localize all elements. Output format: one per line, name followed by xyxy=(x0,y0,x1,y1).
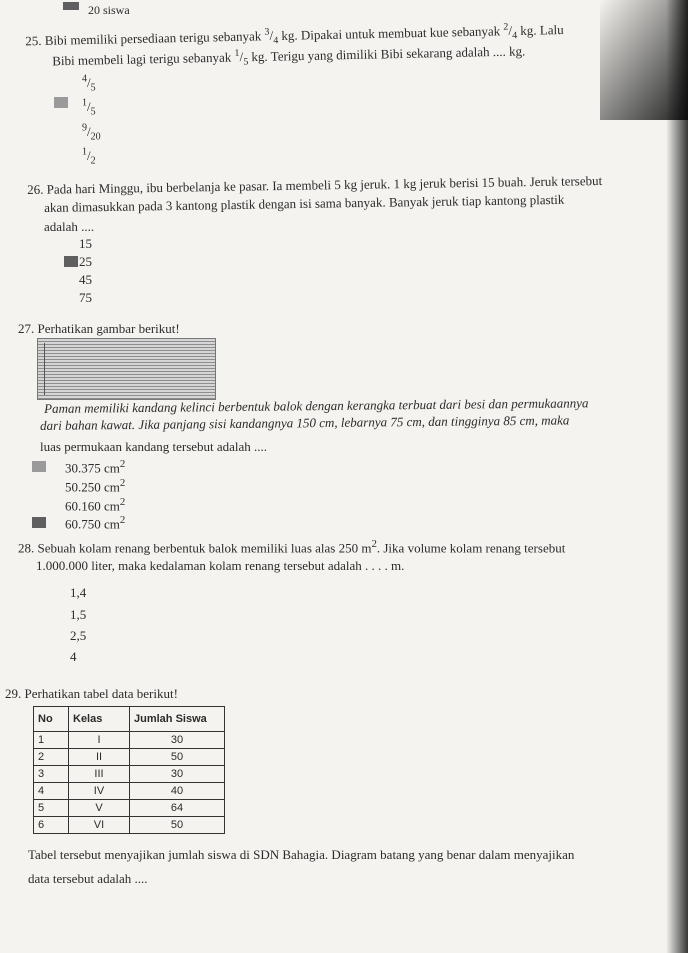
q25-option-b-marker xyxy=(54,97,68,108)
q28-line2: 1.000.000 liter, maka kedalaman kolam renang tersebut adalah . . . . m. xyxy=(36,558,405,573)
table-header-jumlah: Jumlah Siswa xyxy=(130,707,225,732)
q26-option-a[interactable]: 15 xyxy=(79,236,92,251)
q27-option-d[interactable]: 60.750 $cm^2$ xyxy=(65,514,126,532)
q28-option-b[interactable]: 1,5 xyxy=(70,607,87,622)
table-row: 2 II 50 xyxy=(34,749,225,766)
q27-option-a-marker xyxy=(32,461,46,472)
q26-option-b[interactable]: 25 xyxy=(79,254,92,269)
q27-option-d-marker xyxy=(32,517,46,528)
q26-option-d[interactable]: 75 xyxy=(79,290,92,305)
q26-line3: adalah .... xyxy=(44,219,95,234)
q27-line1: 27. Perhatikan gambar berikut! xyxy=(18,321,180,336)
q25-option-c[interactable]: $^9/_{20}$ xyxy=(82,123,101,143)
q27-option-b[interactable]: 50.250 $cm^2$ xyxy=(65,477,126,495)
q26-option-b-marker xyxy=(64,256,78,267)
table-row: 5 V 64 xyxy=(34,800,225,817)
q29-line2: Tabel tersebut menyajikan jumlah siswa di SDN Bahagia. Diagram batang yang benar dalam menyajikan xyxy=(28,847,575,862)
answer-marker xyxy=(63,2,79,10)
rabbit-cage-image xyxy=(37,338,216,400)
q25-option-a[interactable]: $^4/_5$ xyxy=(82,74,96,94)
q26-option-c[interactable]: 45 xyxy=(79,272,92,287)
q29-line3: data tersebut adalah .... xyxy=(28,871,148,886)
q27-line3: dari bahan kawat. Jika panjang sisi kandangnya 150 cm, lebarnya 75 cm, dan tingginya 85 cm, maka xyxy=(40,412,570,433)
q26-line1: 26. Pada hari Minggu, ibu berbelanja ke pasar. Ia membeli 5 kg jeruk. 1 kg jeruk berisi 15 buah. Jeruk tersebut xyxy=(27,172,603,197)
q27-option-a[interactable]: 30.375 $cm^2$ xyxy=(65,458,126,476)
q29-line1: 29. Perhatikan tabel data berikut! xyxy=(5,686,178,701)
table-header-no: No xyxy=(34,707,69,732)
page-corner-shadow xyxy=(600,0,688,120)
q25-option-b[interactable]: $^1/_5$ xyxy=(82,98,96,118)
q27-line4: luas permukaan kandang tersebut adalah .... xyxy=(40,439,268,454)
q25-line2: Bibi membeli lagi terigu sebanyak $^1/_5$ kg. Terigu yang dimiliki Bibi sekarang adalah .... kg. xyxy=(52,43,526,69)
table-row: 4 IV 40 xyxy=(34,783,225,800)
q25-line1: 25. Bibi memiliki persediaan terigu sebanyak $^3/_4$ kg. Dipakai untuk membuat kue sebanyak $^2/_4$ kg. Lalu xyxy=(25,21,564,49)
table-row: 6 VI 50 xyxy=(34,817,225,834)
q28-option-c[interactable]: 2,5 xyxy=(70,628,87,643)
q27-line2: Paman memiliki kandang kelinci berbentuk balok dengan kerangka terbuat dari besi dan permukaannya xyxy=(44,395,589,416)
table-header-kelas: Kelas xyxy=(69,707,130,732)
q28-option-d[interactable]: 4 xyxy=(70,649,77,664)
table-row: 3 III 30 xyxy=(34,766,225,783)
table-row: 1 I 30 xyxy=(34,732,225,749)
q26-line2: akan dimasukkan pada 3 kantong plastik dengan isi sama banyak. Banyak jeruk tiap kantong plastik xyxy=(44,191,565,215)
q27-option-c[interactable]: 60.160 $cm^2$ xyxy=(65,496,126,514)
student-count-table xyxy=(33,706,225,834)
q25-option-d[interactable]: $^1/_2$ xyxy=(82,147,96,167)
q28-line1: 28. Sebuah kolam renang berbentuk balok memiliki luas alas 250 $m^2$. Jika volume kolam renang tersebut xyxy=(18,538,566,556)
page-edge-shadow xyxy=(666,0,688,953)
header-text: 20 siswa xyxy=(88,3,130,17)
q28-option-a[interactable]: 1,4 xyxy=(70,585,87,600)
